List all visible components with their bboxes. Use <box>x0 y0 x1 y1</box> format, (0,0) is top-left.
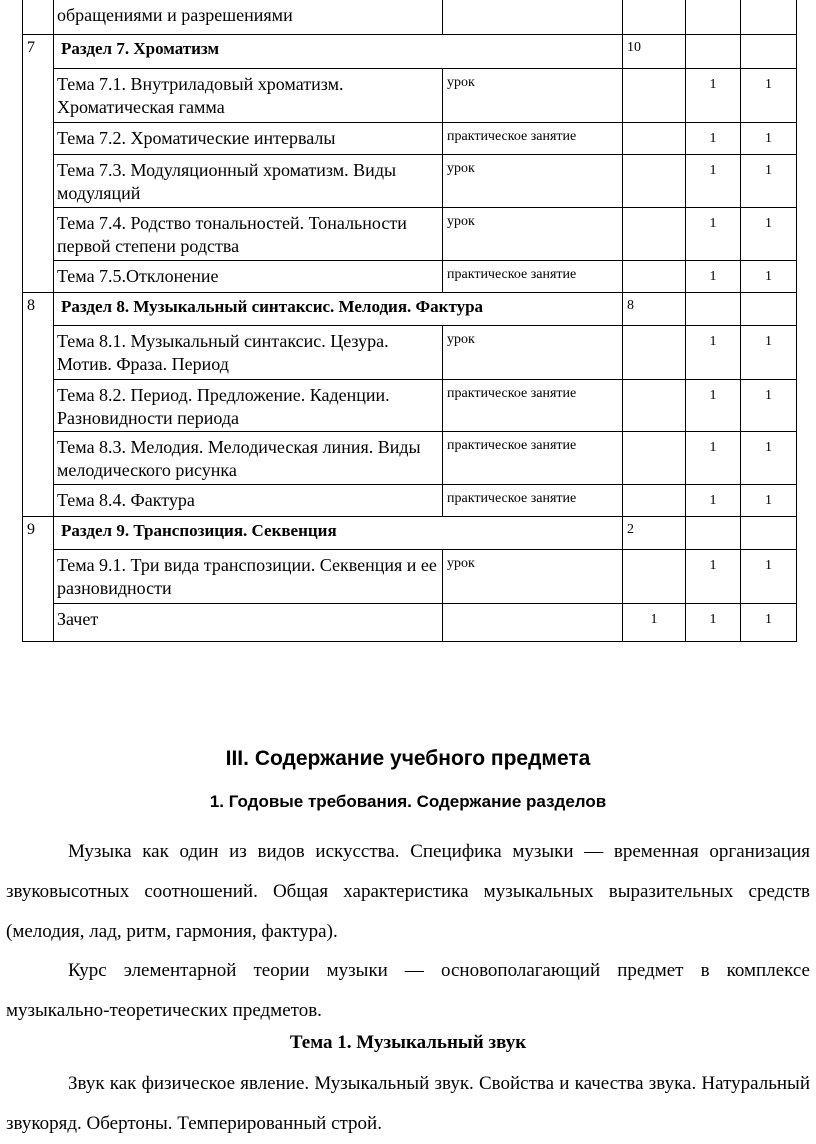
section-title: Раздел 7. Хроматизм <box>54 35 623 69</box>
topic-title: Тема 7.5.Отклонение <box>54 261 443 293</box>
topic-title: Тема 7.2. Хроматические интервалы <box>54 123 443 155</box>
topic-cell: обращениями и разрешениями <box>54 0 443 35</box>
lesson-type: урок <box>443 155 623 208</box>
value-cell: 1 <box>741 604 797 642</box>
lesson-type: практическое занятие <box>443 261 623 293</box>
lesson-type: практическое занятие <box>443 432 623 485</box>
paragraph: Звук как физическое явление. Музыкальный звук. Свойства и качества звука. Натуральный звукоряд. Обертоны. Темперированный строй. <box>6 1073 810 1134</box>
paragraph: Курс элементарной теории музыки — основополагающий предмет в комплексе музыкально-теоретических предметов. <box>6 960 810 1021</box>
table-row <box>23 0 797 35</box>
topic-title: Зачет <box>54 604 443 642</box>
value-cell: 1 <box>686 550 741 604</box>
table-row <box>23 208 797 261</box>
value-cell: 1 <box>741 326 797 380</box>
section-row <box>23 517 797 550</box>
value-cell: 1 <box>741 123 797 155</box>
value-cell: 1 <box>686 432 741 485</box>
table-row <box>23 155 797 208</box>
value-cell: 1 <box>741 432 797 485</box>
value-cell: 1 <box>686 69 741 123</box>
value-cell <box>623 208 686 261</box>
value-cell: 1 <box>686 485 741 517</box>
lesson-type: урок <box>443 550 623 604</box>
table-cell <box>741 517 797 550</box>
value-cell: 1 <box>686 208 741 261</box>
table-row <box>23 550 797 604</box>
lesson-type: практическое занятие <box>443 485 623 517</box>
lesson-type: урок <box>443 326 623 380</box>
table-row <box>23 380 797 432</box>
value-cell: 1 <box>686 123 741 155</box>
curriculum-table <box>22 0 797 642</box>
value-cell <box>623 550 686 604</box>
section-heading: III. Содержание учебного предмета <box>225 747 591 770</box>
section-number: 8 <box>23 293 54 517</box>
table-cell <box>741 35 797 69</box>
topic-title: Тема 8.1. Музыкальный синтаксис. Цезура. Мотив. Фраза. Период <box>54 326 443 380</box>
subsection-heading: 1. Годовые требования. Содержание разделов <box>209 792 607 811</box>
table-row <box>23 432 797 485</box>
value-cell: 1 <box>741 550 797 604</box>
topic-title: Тема 8.4. Фактура <box>54 485 443 517</box>
value-cell: 1 <box>686 326 741 380</box>
topic-title: Тема 7.4. Родство тональностей. Тональности первой степени родства <box>54 208 443 261</box>
table-row <box>23 69 797 123</box>
lesson-type: урок <box>443 208 623 261</box>
topic-title: Тема 9.1. Три вида транспозиции. Секвенция и ее разновидности <box>54 550 443 604</box>
section-number: 9 <box>23 517 54 642</box>
topic-heading: Тема 1. Музыкальный звук <box>289 1032 527 1053</box>
value-cell <box>623 432 686 485</box>
value-cell: 1 <box>686 155 741 208</box>
topic-title: Тема 7.3. Модуляционный хроматизм. Виды модуляций <box>54 155 443 208</box>
table-row <box>23 485 797 517</box>
section-row <box>23 35 797 69</box>
lesson-type: практическое занятие <box>443 380 623 432</box>
value-cell: 1 <box>741 261 797 293</box>
table-cell <box>686 35 741 69</box>
value-cell: 1 <box>686 261 741 293</box>
paragraph: Музыка как один из видов искусства. Специфика музыки — временная организация звуковысотных соотношений. Общая характеристика музыкальных выразительных средств (мелодия, лад, ритм, гармония, фактура). <box>6 841 810 942</box>
value-cell <box>623 261 686 293</box>
value-cell: 1 <box>741 69 797 123</box>
lesson-type <box>443 604 623 642</box>
section-hours: 2 <box>623 517 686 550</box>
value-cell <box>623 123 686 155</box>
value-cell: 1 <box>741 485 797 517</box>
value-cell: 1 <box>741 155 797 208</box>
value-cell: 1 <box>686 380 741 432</box>
table-cell <box>686 293 741 326</box>
topic-title: Тема 8.2. Период. Предложение. Каденции. Разновидности периода <box>54 380 443 432</box>
section-title: Раздел 9. Транспозиция. Секвенция <box>54 517 623 550</box>
topic-title: Тема 7.1. Внутриладовый хроматизм. Хроматическая гамма <box>54 69 443 123</box>
topic-title: Тема 8.3. Мелодия. Мелодическая линия. Виды мелодического рисунка <box>54 432 443 485</box>
table-row <box>23 604 797 642</box>
value-cell <box>623 69 686 123</box>
value-cell: 1 <box>686 604 741 642</box>
section-row <box>23 293 797 326</box>
section-number: 7 <box>23 35 54 293</box>
value-cell <box>623 380 686 432</box>
table-row <box>23 261 797 293</box>
lesson-type: практическое занятие <box>443 123 623 155</box>
section-hours: 10 <box>623 35 686 69</box>
lesson-type: урок <box>443 69 623 123</box>
table-cell <box>741 293 797 326</box>
value-cell: 1 <box>741 380 797 432</box>
value-cell <box>623 485 686 517</box>
value-cell <box>623 155 686 208</box>
value-cell: 1 <box>623 604 686 642</box>
table-cell <box>686 517 741 550</box>
section-hours: 8 <box>623 293 686 326</box>
section-title: Раздел 8. Музыкальный синтаксис. Мелодия. Фактура <box>54 293 623 326</box>
table-row <box>23 326 797 380</box>
value-cell <box>623 326 686 380</box>
table-row <box>23 123 797 155</box>
value-cell: 1 <box>741 208 797 261</box>
